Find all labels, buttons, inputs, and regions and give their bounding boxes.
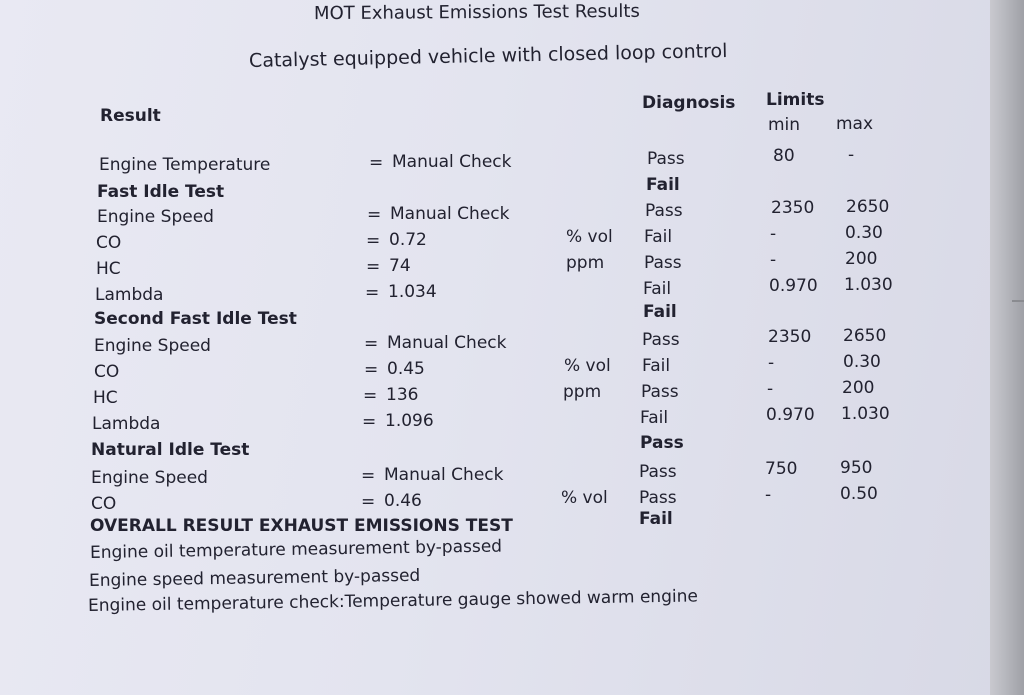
limit-min: - — [765, 485, 772, 505]
row-label: CO — [91, 494, 117, 514]
row-value: 74 — [389, 256, 411, 276]
background-surface — [990, 0, 1024, 695]
min-header: min — [768, 115, 801, 135]
section-heading: Fast Idle Test — [97, 182, 225, 202]
limit-min: 0.970 — [769, 276, 818, 296]
equals-sign: = — [366, 257, 381, 277]
limit-min: - — [767, 379, 774, 399]
limit-min: 80 — [773, 146, 795, 166]
row-diagnosis: Fail — [642, 356, 671, 376]
row-diagnosis: Pass — [639, 462, 677, 482]
row-label: CO — [94, 362, 120, 382]
row-value: Manual Check — [390, 204, 510, 224]
section-diagnosis: Pass — [640, 433, 684, 453]
section-heading: Second Fast Idle Test — [94, 309, 297, 329]
limits-header: Limits — [766, 90, 825, 110]
section-heading: OVERALL RESULT EXHAUST EMISSIONS TEST — [90, 516, 513, 536]
result-header: Result — [100, 106, 161, 126]
section-heading: Natural Idle Test — [91, 440, 250, 460]
row-label: HC — [96, 259, 121, 279]
row-label: Engine Temperature — [99, 155, 271, 175]
document-title: MOT Exhaust Emissions Test Results — [313, 0, 640, 25]
section-diagnosis: Fail — [643, 302, 677, 322]
row-unit: ppm — [566, 253, 605, 273]
equals-sign: = — [364, 334, 379, 354]
max-header: max — [836, 114, 874, 134]
row-label: HC — [93, 388, 118, 408]
equals-sign: = — [367, 205, 382, 225]
equals-sign: = — [362, 412, 377, 432]
row-diagnosis: Pass — [647, 149, 685, 169]
limit-min: - — [768, 353, 775, 373]
limit-min: 2350 — [771, 198, 815, 218]
document-subtitle: Catalyst equipped vehicle with closed loop control — [248, 39, 728, 73]
note-line: Engine oil temperature measurement by-passed — [89, 536, 503, 563]
row-value: 136 — [386, 385, 419, 405]
equals-sign: = — [366, 231, 381, 251]
limit-max: 1.030 — [844, 275, 893, 295]
equals-sign: = — [361, 466, 376, 486]
row-unit: % vol — [561, 488, 608, 508]
limit-max: 200 — [842, 378, 875, 398]
limit-max: 950 — [840, 458, 873, 478]
limit-min: 750 — [765, 459, 798, 479]
row-value: Manual Check — [392, 152, 512, 172]
row-value: Manual Check — [387, 333, 507, 353]
note-line: Engine speed measurement by-passed — [88, 565, 421, 591]
limit-min: - — [770, 250, 777, 270]
row-value: 1.096 — [385, 411, 434, 431]
row-label: Engine Speed — [97, 207, 214, 227]
limit-min: 0.970 — [766, 405, 815, 425]
row-diagnosis: Pass — [642, 330, 680, 350]
row-diagnosis: Fail — [644, 227, 673, 247]
limit-max: - — [848, 145, 855, 165]
equals-sign: = — [361, 492, 376, 512]
row-unit: ppm — [563, 382, 602, 402]
equals-sign: = — [365, 283, 380, 303]
limit-min: - — [770, 224, 777, 244]
row-value: Manual Check — [384, 465, 504, 485]
limit-max: 2650 — [846, 197, 890, 217]
row-value: 0.72 — [389, 230, 427, 250]
limit-max: 0.50 — [840, 484, 878, 504]
diagnosis-header: Diagnosis — [642, 93, 736, 113]
row-label: Lambda — [95, 285, 164, 305]
row-value: 0.46 — [384, 491, 422, 511]
row-value: 1.034 — [388, 282, 437, 302]
limit-max: 2650 — [843, 326, 887, 346]
row-label: Engine Speed — [91, 468, 208, 488]
row-diagnosis: Fail — [640, 408, 669, 428]
background-line — [1012, 300, 1024, 302]
row-label: CO — [96, 233, 122, 253]
row-diagnosis: Pass — [644, 253, 682, 273]
equals-sign: = — [364, 360, 379, 380]
limit-max: 1.030 — [841, 404, 890, 424]
row-value: 0.45 — [387, 359, 425, 379]
row-unit: % vol — [566, 227, 613, 247]
row-label: Engine Speed — [94, 336, 211, 356]
row-unit: % vol — [564, 356, 611, 376]
equals-sign: = — [363, 386, 378, 406]
note-line: Engine oil temperature check:Temperature gauge showed warm engine — [87, 586, 699, 616]
row-diagnosis: Pass — [639, 488, 677, 508]
limit-min: 2350 — [768, 327, 812, 347]
row-diagnosis: Fail — [643, 279, 672, 299]
limit-max: 0.30 — [843, 352, 881, 372]
row-diagnosis: Pass — [645, 201, 683, 221]
row-diagnosis: Pass — [641, 382, 679, 402]
limit-max: 200 — [845, 249, 878, 269]
limit-max: 0.30 — [845, 223, 883, 243]
section-diagnosis: Fail — [646, 175, 680, 195]
row-label: Lambda — [92, 414, 161, 434]
equals-sign: = — [369, 153, 384, 173]
section-diagnosis: Fail — [639, 509, 673, 529]
